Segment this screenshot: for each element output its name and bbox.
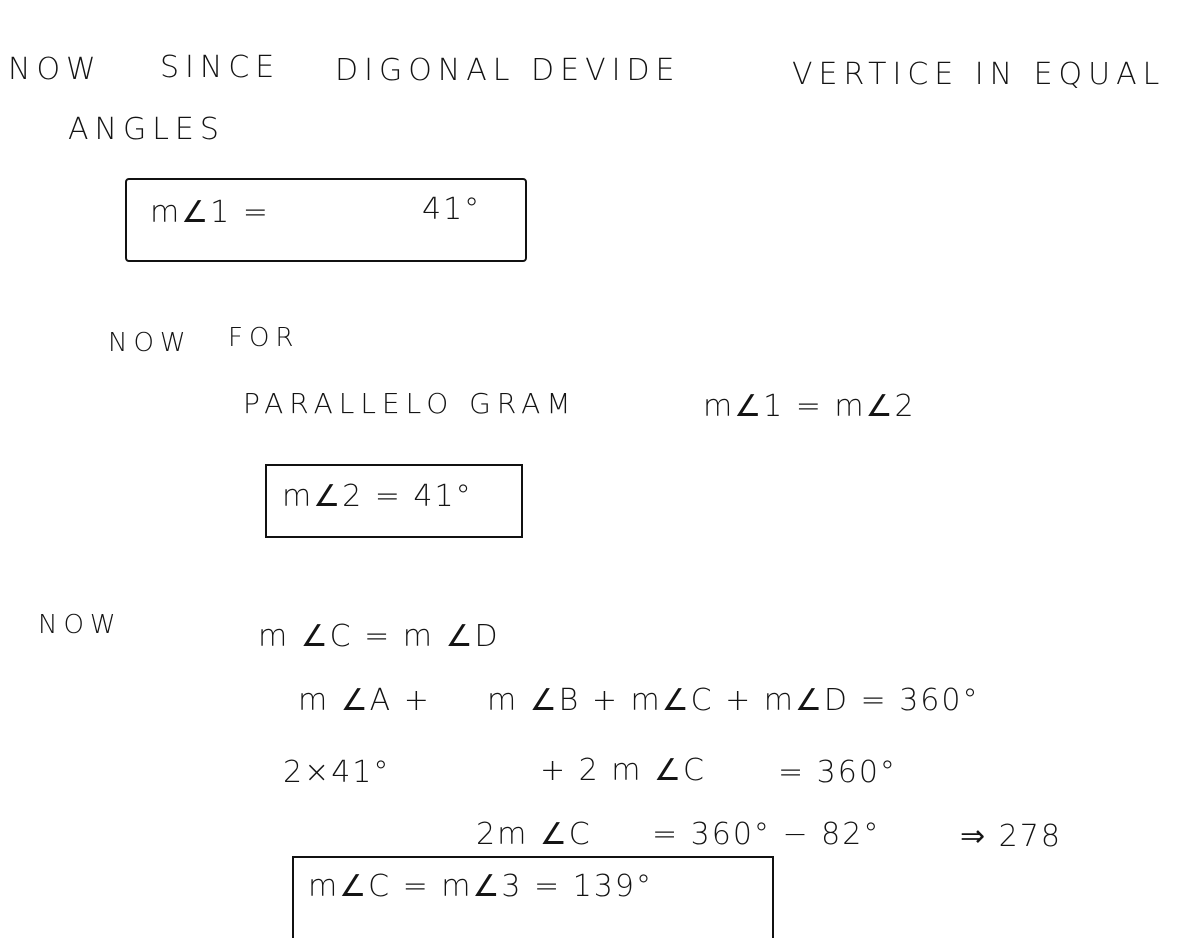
angle-1-value: 41° — [422, 192, 482, 227]
final-answer-angle-c: m∠C = m∠3 = 139° — [308, 869, 653, 904]
two-times-41: 2×41° — [283, 755, 391, 790]
parallelogram-angle-rule: m∠1 = m∠2 — [703, 389, 916, 424]
word-now-2: NOW — [108, 328, 192, 358]
word-for: FOR — [228, 323, 300, 353]
result-278: ⇒ 278 — [960, 819, 1062, 854]
equals-360: = 360° — [778, 755, 897, 790]
plus-two-m-angle-c: + 2 m ∠C — [540, 753, 706, 788]
word-angles: ANGLES — [68, 112, 225, 147]
word-now-3: NOW — [38, 610, 122, 640]
word-since: SINCE — [160, 50, 281, 85]
word-now: NOW — [8, 52, 102, 87]
phrase-vertice-in-equal: VERTICE IN EQUAL — [792, 57, 1166, 92]
difference-equation: = 360° − 82° — [652, 817, 881, 852]
angle-sum-part-a: m ∠A + — [298, 683, 431, 718]
angle-c-equals-d: m ∠C = m ∠D — [258, 619, 500, 654]
angle-1-label: m∠1 = — [150, 195, 270, 230]
phrase-diagonal-devide: DIGONAL DEVIDE — [335, 53, 681, 88]
angle-2-equation: m∠2 = 41° — [282, 479, 473, 514]
angle-sum-rest: m ∠B + m∠C + m∠D = 360° — [487, 683, 980, 718]
two-m-angle-c: 2m ∠C — [476, 817, 592, 852]
word-parallelogram: PARALLELO GRAM — [243, 387, 577, 420]
